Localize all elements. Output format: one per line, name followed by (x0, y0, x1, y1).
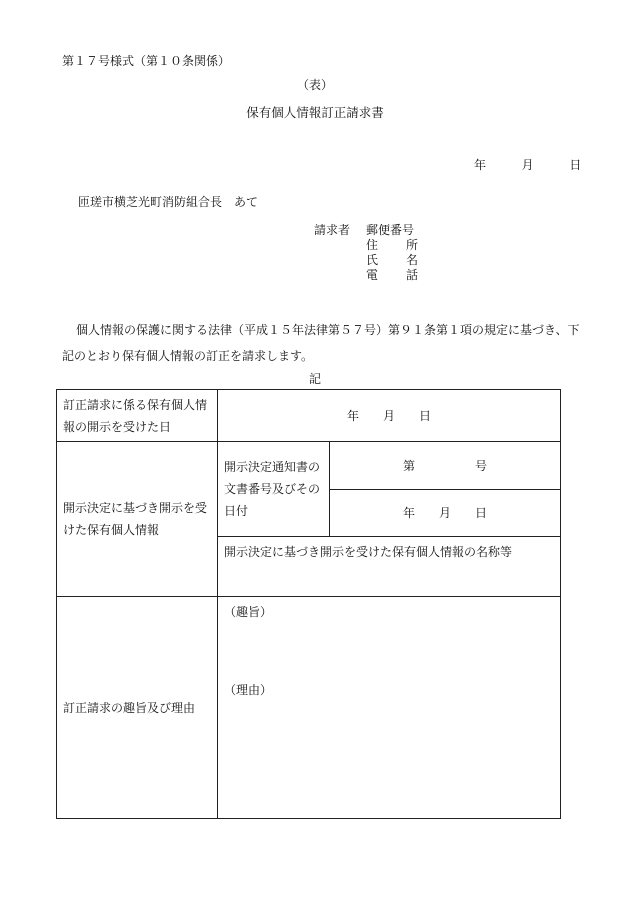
disclosed-info-name[interactable] (218, 537, 561, 597)
phone-field: 電話 (366, 268, 418, 282)
notice-number-value[interactable]: 第 号 (330, 442, 561, 490)
address-field: 住所 (366, 238, 418, 252)
name-field: 氏名 (366, 253, 418, 267)
date-year: 年 (474, 158, 487, 172)
disclosed-info-name-label: 開示決定に基づき開示を受けた保有個人情報の名称等 (224, 545, 513, 559)
side-label: （表） (296, 78, 333, 92)
table-row (57, 442, 561, 490)
request-statement: 個人情報の保護に関する法律（平成１５年法律第５７号）第９１条第１項の規定に基づき、下記のとおり保有個人情報の訂正を請求します。 (62, 323, 580, 363)
date-day: 日 (569, 158, 582, 172)
ki-heading: 記 (308, 372, 321, 386)
addressee: 匝瑳市横芝光町消防組合長 あて (78, 195, 259, 209)
disclosure-date-value[interactable]: 年 月 日 (218, 390, 561, 442)
date-month: 月 (521, 158, 534, 172)
notice-date-value[interactable]: 年 月 日 (330, 490, 561, 537)
notice-number-label: 開示決定通知書の文書番号及びその日付 (218, 442, 330, 537)
date-line (474, 156, 581, 173)
disclosure-date-label: 訂正請求に係る保有個人情報の開示を受けた日 (57, 390, 218, 442)
reason-label: （理由） (224, 683, 273, 697)
requester-label: 請求者 (314, 223, 351, 237)
postal-code-field: 郵便番号 (366, 223, 415, 237)
purpose-reason-field[interactable] (218, 597, 561, 819)
purpose-label: （趣旨） (224, 605, 273, 619)
form-number: 第１７号様式（第１０条関係） (62, 54, 231, 68)
table-row (57, 597, 561, 819)
request-table (56, 389, 561, 819)
requester-block (314, 223, 418, 283)
disclosed-info-label: 開示決定に基づき開示を受けた保有個人情報 (57, 442, 218, 597)
document-title: 保有個人情報訂正請求書 (246, 105, 384, 120)
purpose-reason-label: 訂正請求の趣旨及び理由 (57, 597, 218, 819)
table-row (57, 390, 561, 442)
